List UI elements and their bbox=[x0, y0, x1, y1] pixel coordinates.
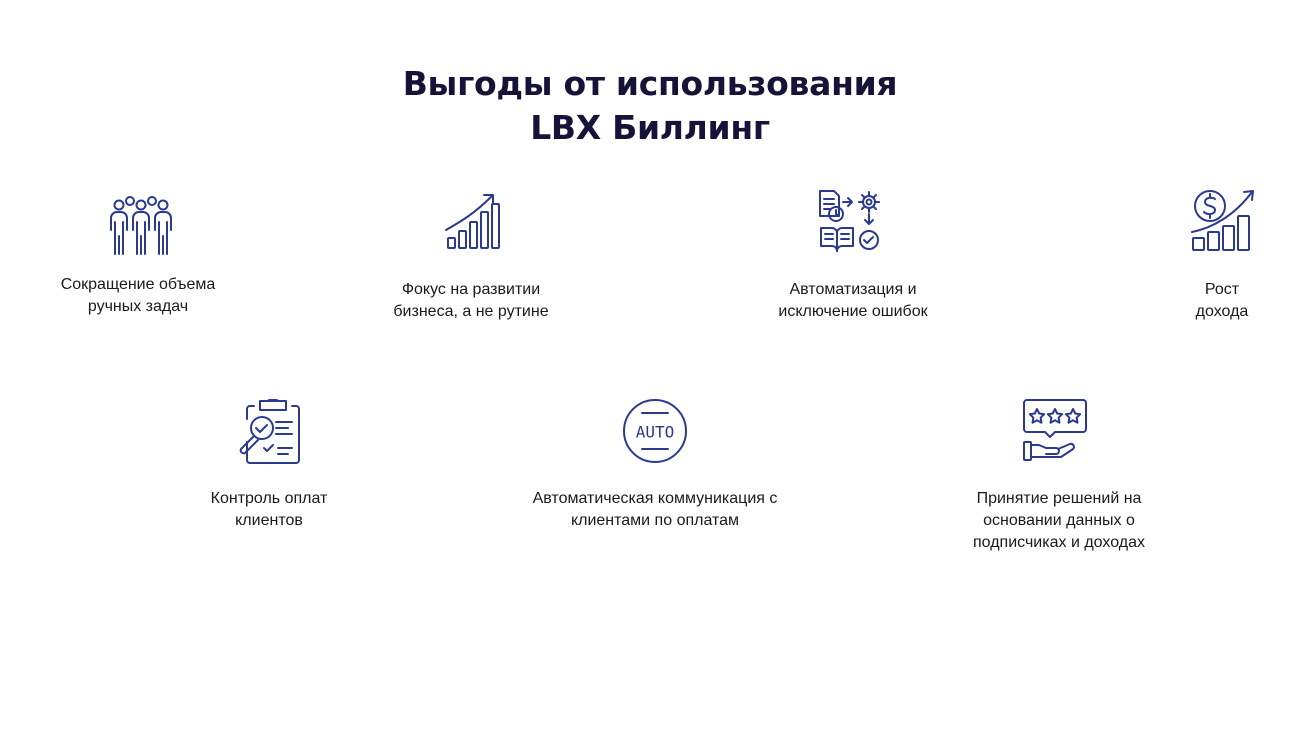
benefit-label-line: подписчиках и доходах bbox=[973, 534, 1145, 551]
benefit-label-line: Принятие решений на bbox=[976, 490, 1142, 507]
benefit-label-line: клиентами по оплатам bbox=[570, 512, 740, 529]
benefit-label bbox=[743, 279, 963, 323]
benefit-label-line: бизнеса, а не рутине bbox=[393, 303, 549, 320]
automation-process-icon bbox=[817, 188, 883, 254]
benefit-label-line: Автоматизация и bbox=[789, 281, 917, 298]
benefit-label-line: основании данных о bbox=[983, 512, 1135, 529]
page-title-line-2: LBX Биллинг bbox=[530, 108, 770, 148]
auto-badge-icon bbox=[622, 398, 688, 464]
benefit-label bbox=[495, 488, 815, 532]
benefit-label bbox=[38, 274, 238, 318]
payment-control-icon bbox=[234, 398, 300, 464]
benefit-label-line: Рост bbox=[1204, 281, 1240, 298]
revenue-growth-icon bbox=[1190, 188, 1256, 254]
page-title-line-1: Выгоды от использования bbox=[402, 64, 898, 104]
benefit-label-line: Фокус на развитии bbox=[401, 281, 541, 298]
auto-badge-text: AUTO bbox=[635, 422, 675, 442]
benefit-label bbox=[939, 488, 1179, 554]
benefit-label bbox=[361, 279, 581, 323]
benefit-label-line: исключение ошибок bbox=[778, 303, 928, 320]
benefit-label bbox=[169, 488, 369, 532]
benefit-label-line: Автоматическая коммуникация с bbox=[532, 490, 778, 507]
rating-decision-icon bbox=[1022, 398, 1088, 464]
benefit-label-line: ручных задач bbox=[87, 298, 189, 315]
page-title bbox=[0, 62, 1300, 150]
benefit-label bbox=[1162, 279, 1282, 323]
benefit-label-line: Сокращение объема bbox=[60, 276, 216, 293]
benefit-label-line: дохода bbox=[1195, 303, 1249, 320]
benefit-label-line: Контроль оплат bbox=[210, 490, 328, 507]
team-people-icon bbox=[108, 192, 174, 258]
growth-chart-icon bbox=[440, 188, 506, 254]
benefit-label-line: клиентов bbox=[235, 512, 303, 529]
